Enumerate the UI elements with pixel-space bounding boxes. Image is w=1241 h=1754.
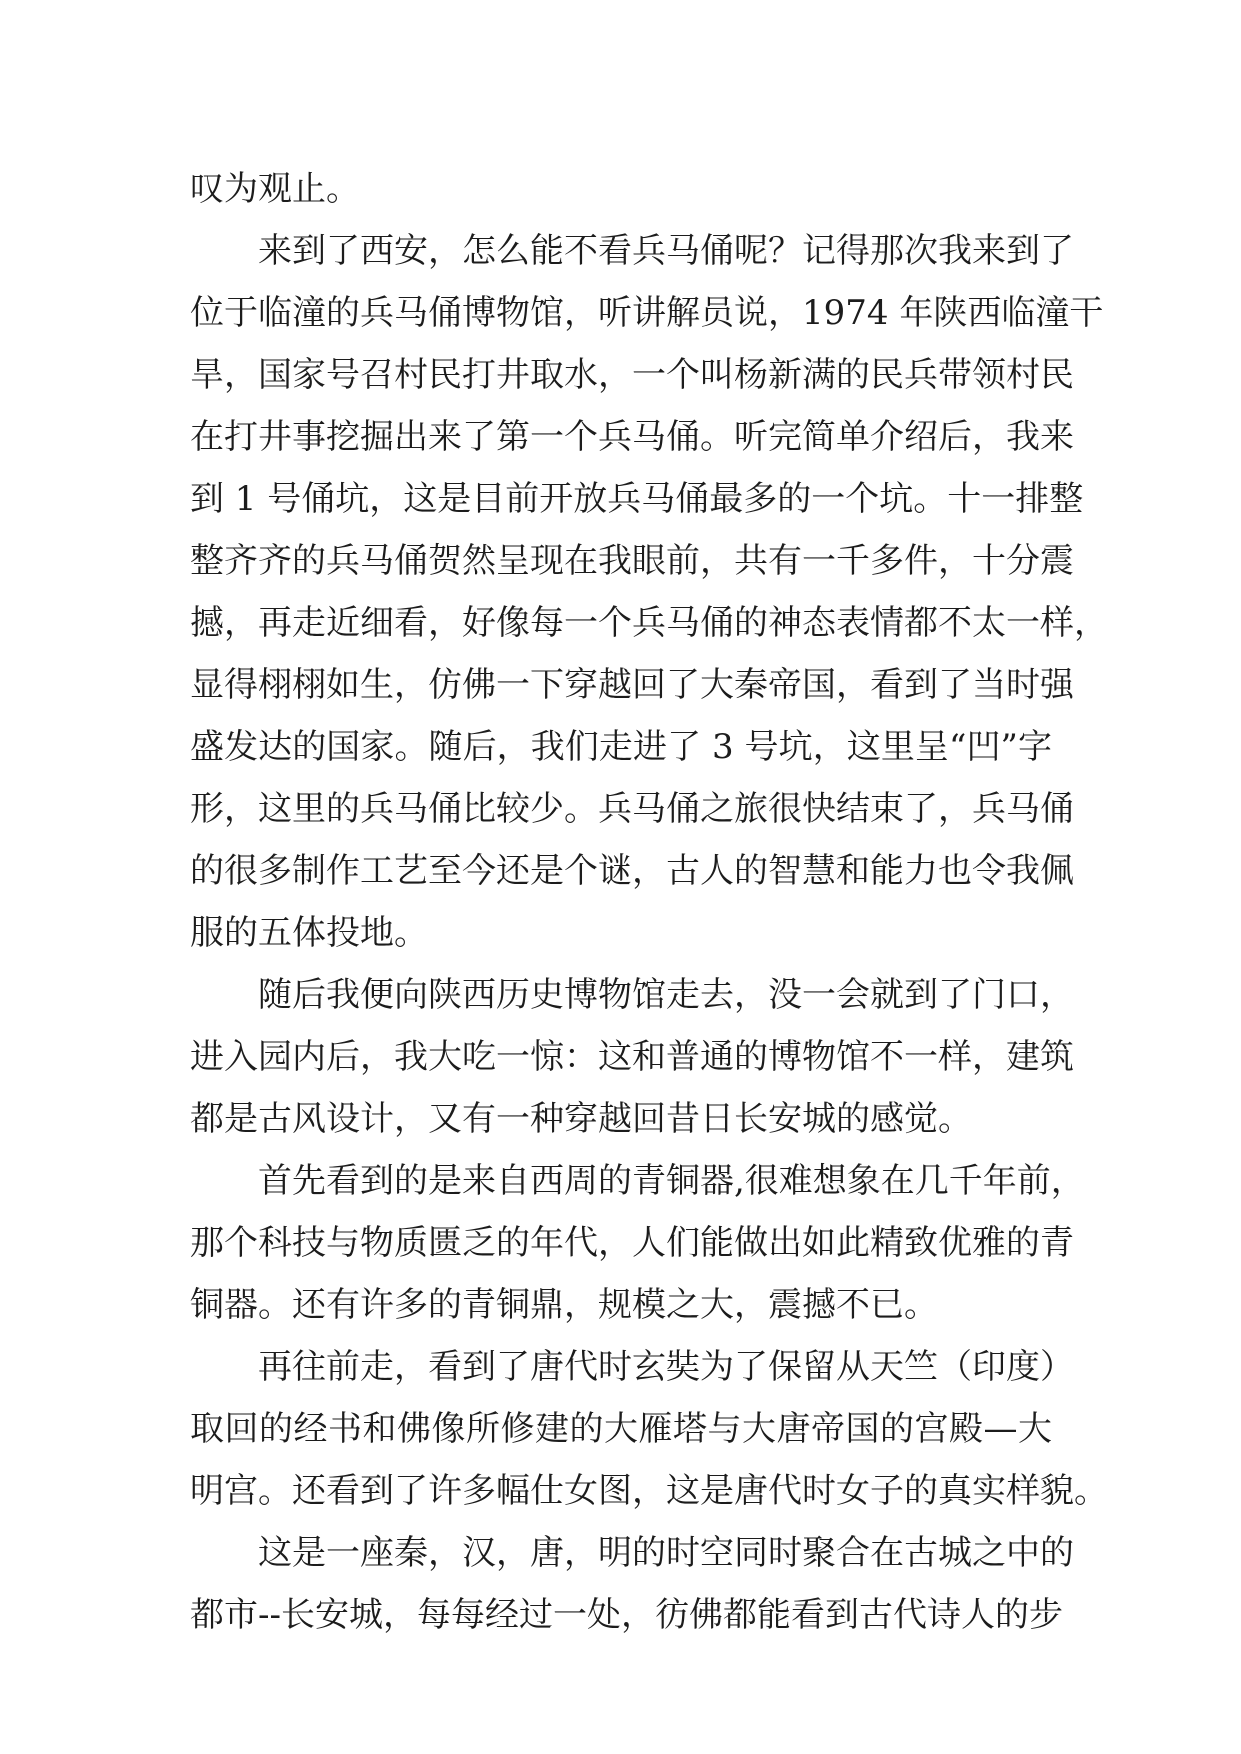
text-line: 进入园内后，我大吃一惊：这和普通的博物馆不一样，建筑 bbox=[190, 1037, 1074, 1077]
document-body bbox=[190, 158, 1108, 1646]
paragraph-first-line: 再往前走，看到了唐代时玄奘为了保留从天竺（印度） bbox=[258, 1347, 1074, 1387]
text-line: 的很多制作工艺至今还是个谜，古人的智慧和能力也令我佩 bbox=[190, 851, 1074, 891]
text-line: 显得栩栩如生，仿佛一下穿越回了大秦帝国，看到了当时强 bbox=[190, 665, 1074, 705]
text-line: 到 1 号俑坑，这是目前开放兵马俑最多的一个坑。十一排整 bbox=[190, 479, 1084, 519]
text-line: 都市--长安城，每每经过一处，彷佛都能看到古代诗人的步 bbox=[190, 1595, 1063, 1635]
text-line: 位于临潼的兵马俑博物馆，听讲解员说，1974 年陕西临潼干 bbox=[190, 293, 1104, 333]
paragraph-first-line: 来到了西安，怎么能不看兵马俑呢？记得那次我来到了 bbox=[258, 231, 1074, 271]
paragraph-first-line: 随后我便向陕西历史博物馆走去，没一会就到了门口， bbox=[258, 975, 1074, 1015]
text-line: 铜器。还有许多的青铜鼎，规模之大，震撼不已。 bbox=[190, 1285, 938, 1325]
text-line: 在打井事挖掘出来了第一个兵马俑。听完简单介绍后，我来 bbox=[190, 417, 1074, 457]
text-line: 都是古风设计，又有一种穿越回昔日长安城的感觉。 bbox=[190, 1099, 972, 1139]
text-line: 服的五体投地。 bbox=[190, 913, 428, 953]
text-line: 那个科技与物质匮乏的年代，人们能做出如此精致优雅的青 bbox=[190, 1223, 1074, 1263]
text-line: 旱，国家号召村民打井取水，一个叫杨新满的民兵带领村民 bbox=[190, 355, 1074, 395]
paragraph-first-line: 首先看到的是来自西周的青铜器,很难想象在几千年前， bbox=[258, 1161, 1085, 1201]
text-line: 形，这里的兵马俑比较少。兵马俑之旅很快结束了，兵马俑 bbox=[190, 789, 1074, 829]
paragraph-first-line: 这是一座秦，汉，唐，明的时空同时聚合在古城之中的 bbox=[258, 1533, 1074, 1573]
text-line: 盛发达的国家。随后，我们走进了 3 号坑，这里呈“凹”字 bbox=[190, 727, 1052, 767]
text-line: 取回的经书和佛像所修建的大雁塔与大唐帝国的宫殿—大 bbox=[190, 1409, 1052, 1449]
text-line: 明宫。还看到了许多幅仕女图，这是唐代时女子的真实样貌。 bbox=[190, 1471, 1108, 1511]
text-line: 整齐齐的兵马俑贺然呈现在我眼前，共有一千多件，十分震 bbox=[190, 541, 1074, 581]
text-line: 叹为观止。 bbox=[190, 169, 360, 209]
text-line: 撼，再走近细看，好像每一个兵马俑的神态表情都不太一样， bbox=[190, 603, 1108, 643]
